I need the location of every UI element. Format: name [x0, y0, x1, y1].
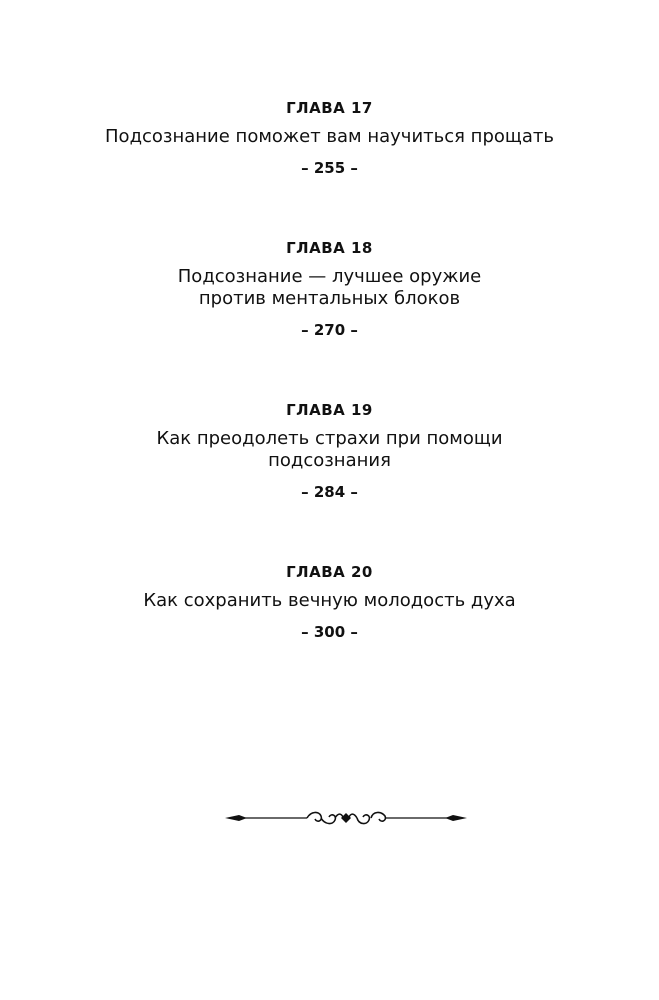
- flourish-divider-icon: [225, 808, 467, 828]
- chapter-heading: ГЛАВА 18: [286, 239, 373, 257]
- chapter-page-number: – 255 –: [301, 159, 358, 177]
- toc-entry-chapter-20: [0, 562, 659, 642]
- toc-entry-chapter-17: [0, 98, 659, 178]
- chapter-page-number: – 284 –: [301, 483, 358, 501]
- chapter-page-number: – 270 –: [301, 321, 358, 339]
- chapter-title: Подсознание поможет вам научиться прощать: [105, 126, 554, 147]
- chapter-title: Как преодолеть страхи при помощи подсознания: [156, 428, 503, 471]
- chapter-heading: ГЛАВА 20: [286, 563, 373, 581]
- toc-entry-chapter-18: [0, 238, 659, 340]
- chapter-title: Подсознание — лучшее оружие против ментальных блоков: [177, 266, 482, 309]
- chapter-heading: ГЛАВА 17: [286, 99, 373, 117]
- chapter-title: Как сохранить вечную молодость духа: [143, 590, 516, 611]
- chapter-heading: ГЛАВА 19: [286, 401, 373, 419]
- toc-entry-chapter-19: [0, 400, 659, 502]
- chapter-page-number: – 300 –: [301, 623, 358, 641]
